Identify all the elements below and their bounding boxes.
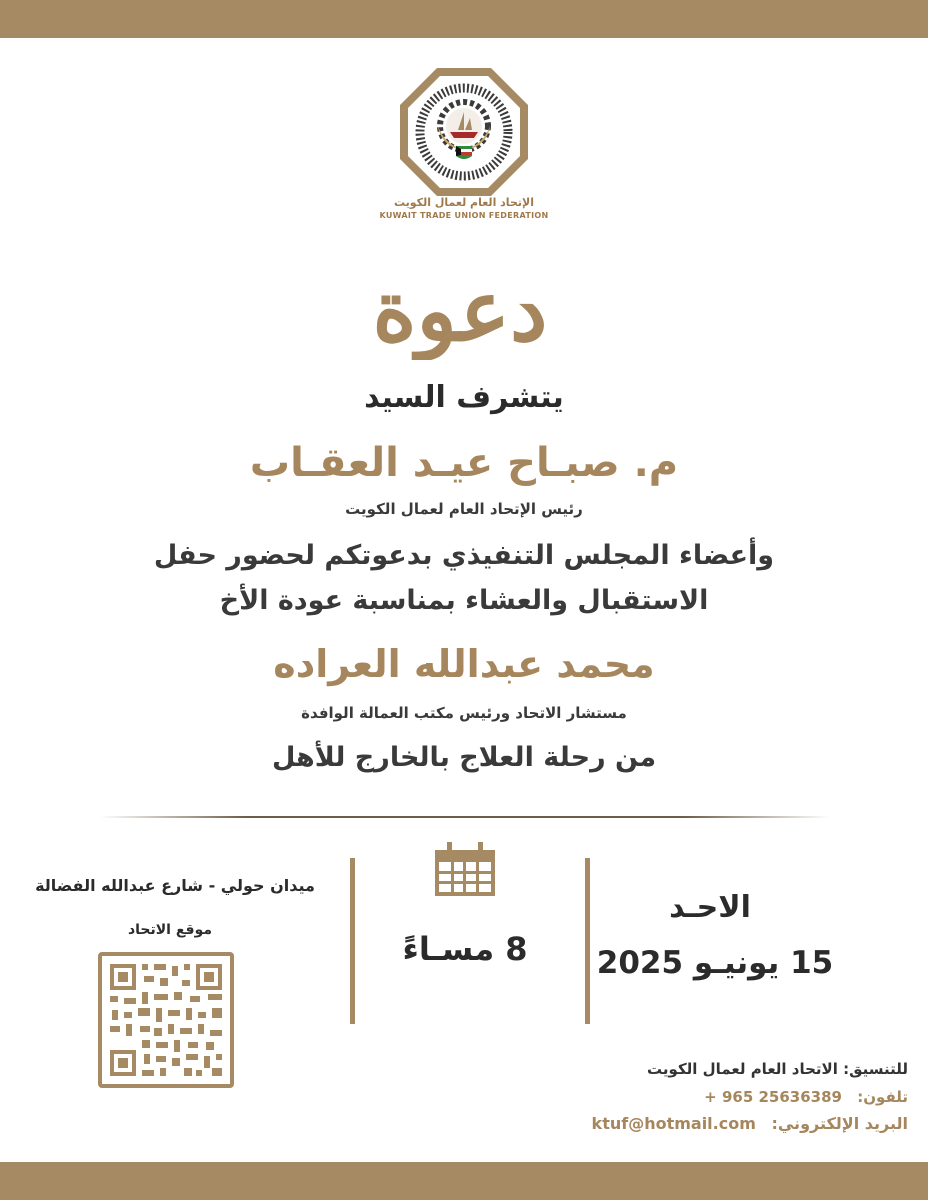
ktuf-logo xyxy=(398,66,530,198)
logo-arabic-name: الإتحاد العام لعمال الكويت xyxy=(394,196,534,209)
logo-english-name: KUWAIT TRADE UNION FEDERATION xyxy=(379,211,549,220)
phone-line xyxy=(704,1088,908,1106)
event-time: 8 مسـاءً xyxy=(402,930,528,968)
host-name: م. صبـاح عيـد العقـاب xyxy=(249,440,679,486)
host-title: رئيس الإتحاد العام لعمال الكويت xyxy=(345,500,583,518)
event-date: 15 يونيـو 2025 xyxy=(596,945,834,981)
bottom-band xyxy=(0,1162,928,1200)
email-line xyxy=(592,1114,908,1133)
event-location: ميدان حولي - شارع عبدالله الفضالة xyxy=(35,876,315,895)
location-qr-code[interactable] xyxy=(98,952,234,1088)
event-day: الاحـد xyxy=(669,890,751,925)
phone-label: تلفون: xyxy=(857,1088,908,1106)
column-divider-right xyxy=(585,858,590,1024)
column-divider-left xyxy=(350,858,355,1024)
svg-text:دعوة: دعوة xyxy=(372,261,548,360)
email-address[interactable]: ktuf@hotmail.com xyxy=(591,1114,756,1133)
email-label: البريد الإلكتروني: xyxy=(771,1114,908,1133)
intro-line: يتشرف السيد xyxy=(364,380,564,415)
location-label: موقع الاتحاد xyxy=(127,922,213,938)
invitation-line-1: وأعضاء المجلس التنفيذي بدعوتكم لحضور حفل xyxy=(153,540,775,571)
invitation-calligraphy xyxy=(360,248,560,360)
guest-name: محمد عبدالله العراده xyxy=(273,642,655,686)
invitation-line-3: من رحلة العلاج بالخارج للأهل xyxy=(271,742,657,773)
invitation-line-2: الاستقبال والعشاء بمناسبة عودة الأخ xyxy=(219,585,709,616)
calendar-icon xyxy=(433,842,497,898)
divider xyxy=(100,816,830,818)
top-band xyxy=(0,0,928,38)
coordination-line: للتنسيق: الاتحاد العام لعمال الكويت xyxy=(647,1060,908,1078)
phone-number[interactable]: + 965 25636389 xyxy=(704,1088,842,1106)
guest-title: مستشار الاتحاد ورئيس مكتب العمالة الوافدة xyxy=(301,704,627,722)
